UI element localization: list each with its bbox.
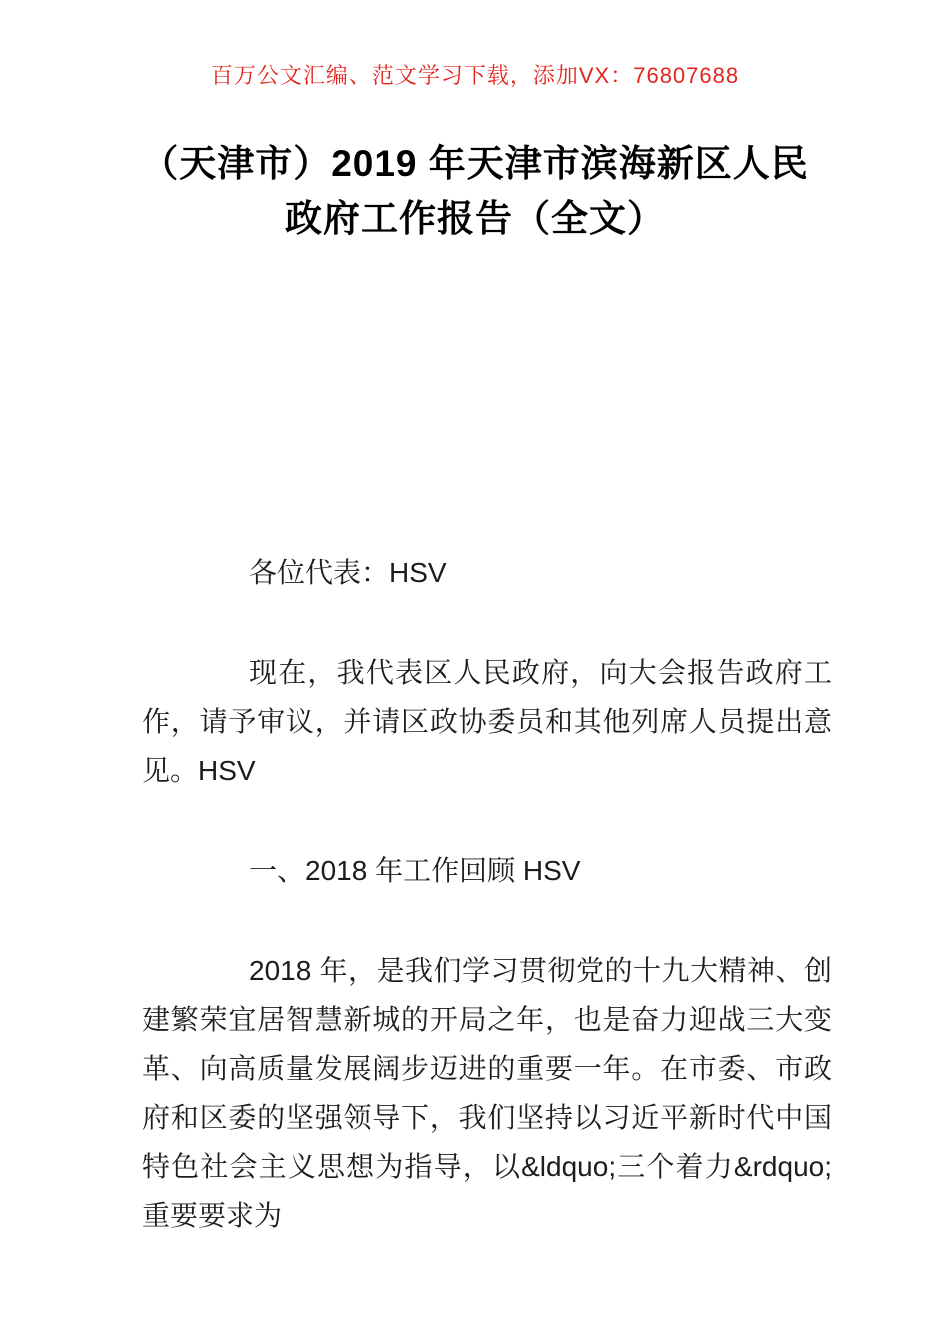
review-paragraph: 2018 年，是我们学习贯彻党的十九大精神、创建繁荣宜居智慧新城的开局之年，也是奋力迎战三大变革、向高质量发展阔步迈进的重要一年。在市委、市政府和区委的坚强领导下，我们坚持以习近平新时代中国特色社会主义思想为指导，以&ldquo;三个着力&rdquo;重要要求为: [142, 955, 832, 1231]
opening-paragraph: 现在，我代表区人民政府，向大会报告政府工作，请予审议，并请区政协委员和其他列席人员提出意见。HSV: [142, 657, 832, 786]
promo-banner: 百万公文汇编、范文学习下载，添加VX：76807688: [210, 63, 740, 88]
section-heading-2018-review: 一、2018 年工作回顾 HSV: [249, 855, 581, 886]
document-body: [142, 548, 832, 1240]
salutation-line: 各位代表：HSV: [249, 557, 447, 588]
document-title: （天津市）2019 年天津市滨海新区人民政府工作报告（全文）: [141, 143, 809, 239]
